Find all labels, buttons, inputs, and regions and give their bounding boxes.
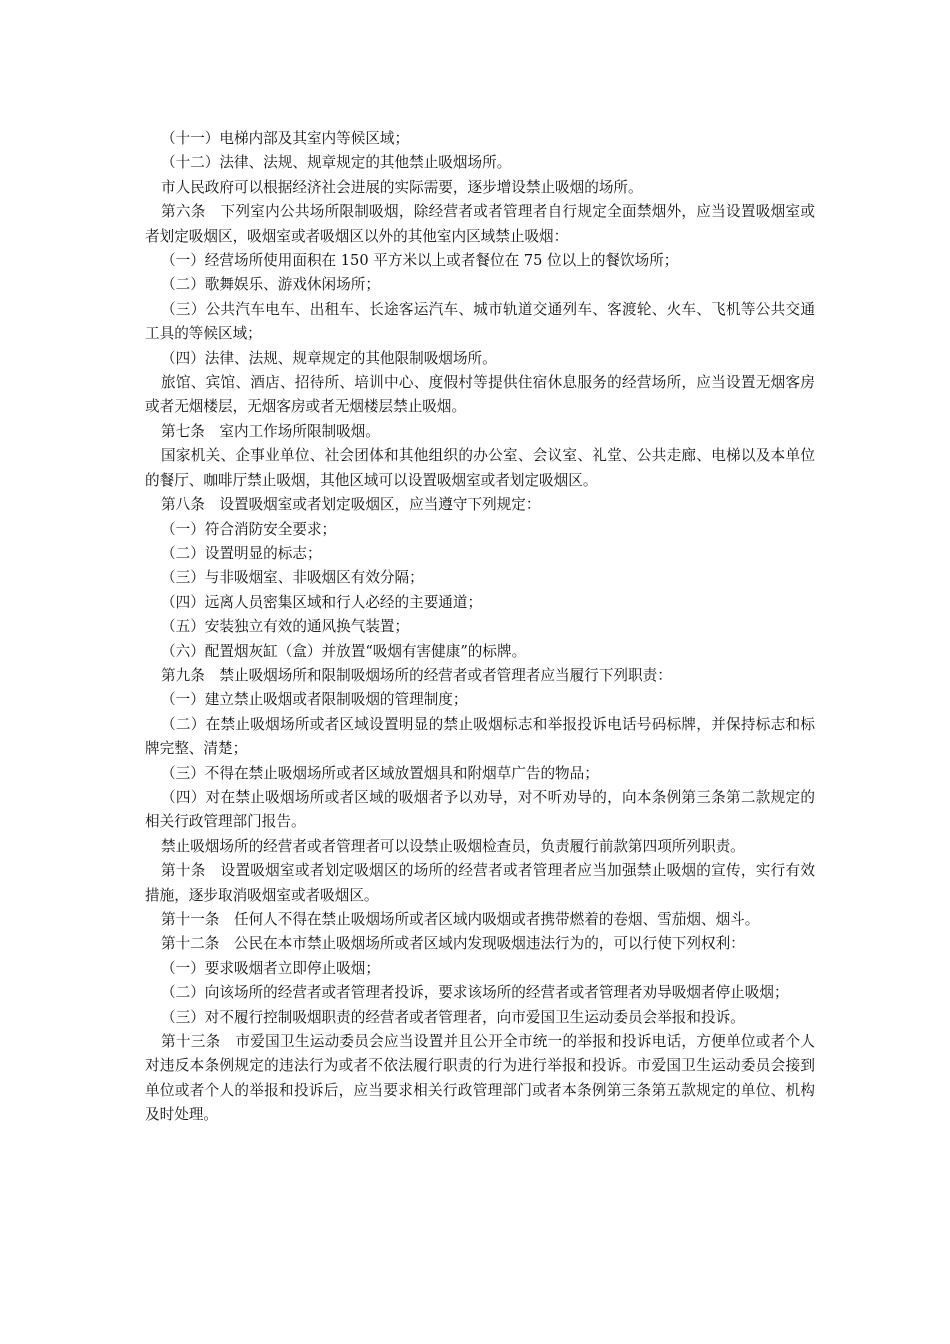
article-7-detail: 国家机关、企事业单位、社会团体和其他组织的办公室、会议室、礼堂、公共走廊、电梯以及本单位的餐厅、咖啡厅禁止吸烟，其他区域可以设置吸烟室或者划定吸烟区。 bbox=[145, 447, 815, 489]
paragraph-item-11: （十一）电梯内部及其室内等候区域； bbox=[161, 130, 410, 147]
article-13: 第十三条 市爱国卫生运动委员会应当设置并且公开全市统一的举报和投诉电话，方便单位或者个人对违反本条例规定的违法行为或者不依法履行职责的行为进行举报和投诉。市爱国卫生运动委员会接到单位或者个人的举报和投诉后，应当要求相关行政管理部门或者本条例第三条第五款规定的单位、机构及时处理。 bbox=[145, 1033, 815, 1124]
article-9-item-2: （二）在禁止吸烟场所或者区域设置明显的禁止吸烟标志和举报投诉电话号码标牌，并保持标志和标牌完整、清楚； bbox=[145, 715, 815, 758]
paragraph-city-gov: 市人民政府可以根据经济社会进展的实际需要，逐步增设禁止吸烟的场所。 bbox=[161, 178, 643, 196]
article-10: 第十条 设置吸烟室或者划定吸烟区的场所的经营者或者管理者应当加强禁止吸烟的宣传，实行有效措施，逐步取消吸烟室或者吸烟区。 bbox=[145, 862, 815, 904]
article-9-inspector: 禁止吸烟场所的经营者或者管理者可以设禁止吸烟检查员，负责履行前款第四项所列职责。 bbox=[161, 837, 745, 855]
article-6-item-2: （二）歌舞娱乐、游戏休闲场所； bbox=[161, 276, 380, 294]
article-8-item-5: （五）安装独立有效的通风换气装置； bbox=[161, 618, 410, 636]
article-9-item-1: （一）建立禁止吸烟或者限制吸烟的管理制度； bbox=[161, 691, 468, 709]
article-6-item-4: （四）法律、法规、规章规定的其他限制吸烟场所。 bbox=[161, 349, 497, 367]
article-6-item-3: （三）公共汽车电车、出租车、长途客运汽车、城市轨道交通列车、客渡轮、火车、飞机等公共交通工具的等候区域； bbox=[145, 300, 815, 343]
article-8-item-1: （一）符合消防安全要求； bbox=[161, 520, 337, 538]
paragraph-item-12: （十二）法律、法规、规章规定的其他禁止吸烟场所。 bbox=[161, 154, 512, 172]
article-6-item-1: （一）经营场所使用面积在 150 平方米以上或者餐位在 75 位以上的餐饮场所； bbox=[161, 252, 679, 270]
article-12-item-1: （一）要求吸烟者立即停止吸烟； bbox=[161, 959, 380, 977]
document-body bbox=[145, 127, 815, 1128]
article-7: 第七条 室内工作场所限制吸烟。 bbox=[161, 422, 380, 440]
article-12: 第十二条 公民在本市禁止吸烟场所或者区域内发现吸烟违法行为的，可以行使下列权利： bbox=[161, 935, 745, 953]
article-12-item-2: （二）向该场所的经营者或者管理者投诉，要求该场所的经营者或者管理者劝导吸烟者停止吸烟； bbox=[161, 984, 789, 1002]
article-8-item-4: （四）远离人员密集区域和行人必经的主要通道； bbox=[161, 593, 483, 611]
article-11: 第十一条 任何人不得在禁止吸烟场所或者区域内吸烟或者携带燃着的卷烟、雪茄烟、烟斗。 bbox=[161, 911, 760, 928]
article-6: 第六条 下列室内公共场所限制吸烟，除经营者或者管理者自行规定全面禁烟外，应当设置吸烟室或者划定吸烟区，吸烟室或者吸烟区以外的其他室内区域禁止吸烟： bbox=[145, 203, 815, 245]
article-8: 第八条 设置吸烟室或者划定吸烟区，应当遵守下列规定： bbox=[161, 496, 541, 514]
article-6-hotels: 旅馆、宾馆、酒店、招待所、培训中心、度假村等提供住宿休息服务的经营场所，应当设置无烟客房或者无烟楼层，无烟客房或者无烟楼层禁止吸烟。 bbox=[145, 374, 815, 416]
article-8-item-2: （二）设置明显的标志； bbox=[161, 544, 322, 562]
article-9: 第九条 禁止吸烟场所和限制吸烟场所的经营者或者管理者应当履行下列职责： bbox=[161, 666, 672, 684]
article-8-item-3: （三）与非吸烟室、非吸烟区有效分隔； bbox=[161, 569, 424, 587]
article-8-item-6: （六）配置烟灰缸（盒）并放置“吸烟有害健康”的标牌。 bbox=[161, 642, 527, 660]
article-9-item-3: （三）不得在禁止吸烟场所或者区域放置烟具和附烟草广告的物品； bbox=[161, 764, 599, 782]
article-12-item-3: （三）对不履行控制吸烟职责的经营者或者管理者，向市爱国卫生运动委员会举报和投诉。 bbox=[161, 1008, 745, 1026]
article-9-item-4: （四）对在禁止吸烟场所或者区域的吸烟者予以劝导，对不听劝导的，向本条例第三条第二款规定的相关行政管理部门报告。 bbox=[145, 788, 815, 831]
